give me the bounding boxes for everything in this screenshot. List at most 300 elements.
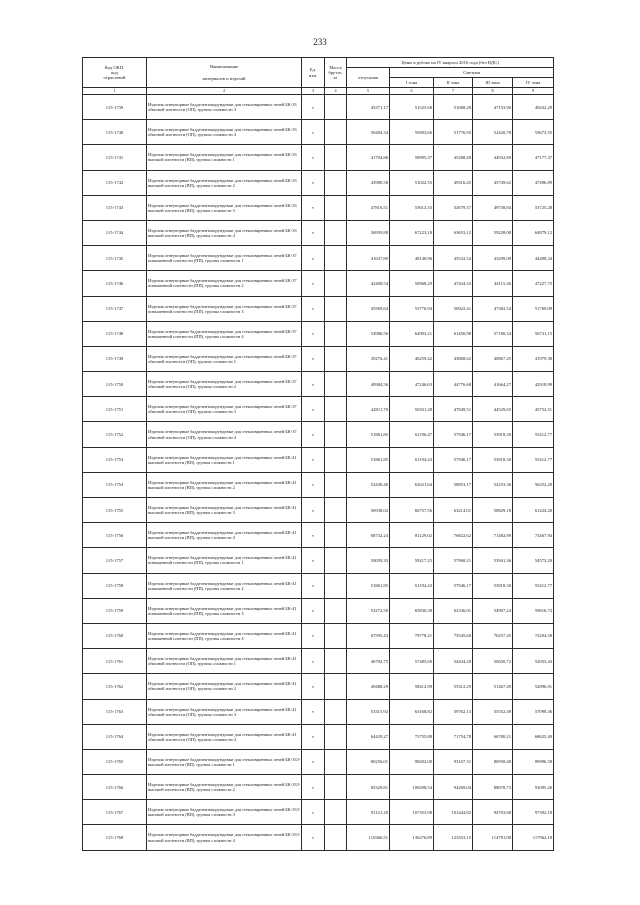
row-code: 115-1754 [83, 472, 147, 497]
row-price-zone-1: 64903,21 [390, 321, 434, 346]
row-price-zone-1: 61194,43 [390, 447, 434, 472]
row-unit: т [302, 825, 325, 850]
row-price-zone-2: 59762,13 [434, 699, 473, 724]
row-unit: т [302, 749, 325, 774]
row-unit: т [302, 397, 325, 422]
row-price-release: 50059,33 [347, 548, 390, 573]
row-price-zone-2: 51776,95 [434, 120, 473, 145]
row-mass [325, 598, 347, 623]
row-unit: т [302, 724, 325, 749]
column-number: 4 [325, 88, 347, 95]
column-number-row [83, 88, 554, 95]
row-price-zone-3: 54907,24 [473, 598, 513, 623]
row-price-zone-3: 53918,30 [473, 422, 513, 447]
row-price-zone-2: 61456,98 [434, 321, 473, 346]
row-mass [325, 573, 347, 598]
row-price-release: 51861,85 [347, 447, 390, 472]
header-name-line1: Наименование [209, 64, 239, 70]
table-row [83, 825, 554, 850]
row-price-zone-3: 47382,54 [473, 296, 513, 321]
price-table [82, 57, 554, 851]
row-price-zone-3: 52420,78 [473, 120, 513, 145]
row-price-zone-2: 101444,82 [434, 800, 473, 825]
row-unit: т [302, 372, 325, 397]
row-price-zone-1: 59217,25 [390, 548, 434, 573]
row-code: 115-1748 [83, 321, 147, 346]
row-price-zone-1: 62621,64 [390, 472, 434, 497]
row-code: 115-1746 [83, 271, 147, 296]
row-mass [325, 296, 347, 321]
row-price-release: 39276,41 [347, 346, 390, 371]
row-unit: т [302, 598, 325, 623]
row-mass [325, 472, 347, 497]
header-unit-line2: изм. [308, 72, 318, 78]
row-price-release: 53315,92 [347, 699, 390, 724]
row-mass [325, 170, 347, 195]
row-price-zone-4: 56252,28 [513, 472, 554, 497]
row-price-zone-4: 47496,89 [513, 170, 554, 195]
row-price-release: 41794,86 [347, 145, 390, 170]
row-price-zone-3: 70257,45 [473, 623, 513, 648]
row-unit: т [302, 246, 325, 271]
row-mass [325, 825, 347, 850]
page-number: 233 [313, 37, 327, 47]
row-name: Изделия огнеупорные бадделеитокорундовые для стекловаренных печей БК-41 высокой плотности (ВП), группы сложности 2 [147, 472, 302, 497]
row-price-zone-2: 49316,45 [434, 170, 473, 195]
row-code: 115-1744 [83, 220, 147, 245]
row-unit: т [302, 649, 325, 674]
row-price-release: 42811,70 [347, 397, 390, 422]
row-name: Изделия огнеупорные бадделеитокорундовые для стекловаренных печей БК-41 высокой плотности (ВП), группы сложности 3 [147, 498, 302, 523]
row-price-zone-4: 72204,58 [513, 623, 554, 648]
table-row [83, 397, 554, 422]
row-unit: т [302, 120, 325, 145]
row-price-zone-1: 58995,37 [390, 145, 434, 170]
table-row [83, 372, 554, 397]
row-price-zone-2: 52679,37 [434, 195, 473, 220]
row-price-zone-4: 42918,99 [513, 372, 554, 397]
row-price-zone-4: 56731,15 [513, 321, 554, 346]
column-number: 5 [347, 88, 390, 95]
row-name: Изделия огнеупорные бадделеитокорундовые для стекловаренных печей БК-41 повышенной плотности (ПП), группы сложности 2 [147, 573, 302, 598]
header-code-line2: код [111, 69, 118, 75]
row-price-zone-3: 53918,30 [473, 573, 513, 598]
row-price-zone-3: 71482,89 [473, 523, 513, 548]
row-name: Изделия огнеупорные бадделеитокорундовые для стекловаренных печей БК-41 обычной плотности (ОП), группы сложности 4 [147, 724, 302, 749]
row-price-zone-3: 66780,21 [473, 724, 513, 749]
row-mass [325, 271, 347, 296]
row-mass [325, 523, 347, 548]
row-price-zone-2: 51688,28 [434, 95, 473, 120]
row-price-zone-3: 53941,36 [473, 548, 513, 573]
table-row [83, 598, 554, 623]
row-price-zone-2: 50922,41 [434, 296, 473, 321]
row-code: 115-1749 [83, 346, 147, 371]
row-price-zone-4: 47177,37 [513, 145, 554, 170]
row-price-zone-2: 57946,17 [434, 573, 473, 598]
row-name: Изделия огнеупорные бадделеитокорундовые для стекловаренных печей БК-41 высокой плотности (ВП), группы сложности 4 [147, 523, 302, 548]
row-price-release: 56959,88 [347, 220, 390, 245]
row-price-zone-3: 57180,34 [473, 321, 513, 346]
row-price-zone-1: 81129,02 [390, 523, 434, 548]
row-unit: т [302, 95, 325, 120]
row-price-zone-3: 59228,08 [473, 220, 513, 245]
row-price-zone-4: 68625,49 [513, 724, 554, 749]
row-price-zone-2: 57946,17 [434, 422, 473, 447]
row-price-zone-3: 114781,08 [473, 825, 513, 850]
row-price-zone-2: 63214,01 [434, 498, 473, 523]
row-price-zone-3: 44932,89 [473, 145, 513, 170]
row-code: 115-1743 [83, 195, 147, 220]
row-price-zone-2: 44776,68 [434, 372, 473, 397]
row-price-zone-4: 41979,38 [513, 346, 554, 371]
row-code: 115-1758 [83, 573, 147, 598]
header-zone-1: I зона [390, 78, 434, 88]
row-price-zone-1: 130276,89 [390, 825, 434, 850]
row-name: Изделия огнеупорные бадделеитокорундовые для стекловаренных печей БК-41 повышенной плотности (ПП), группы сложности 3 [147, 598, 302, 623]
row-name: Изделия огнеупорные бадделеитокорундовые для стекловаренных печей БК-37 обычной плотности (ОП), группы сложности 3 [147, 397, 302, 422]
row-price-zone-1: 107353,98 [390, 800, 434, 825]
table-body [83, 95, 554, 851]
row-unit: т [302, 447, 325, 472]
row-mass [325, 95, 347, 120]
row-price-zone-4: 55412,77 [513, 573, 554, 598]
row-unit: т [302, 271, 325, 296]
table-row [83, 724, 554, 749]
row-price-zone-3: 44115,46 [473, 271, 513, 296]
row-name: Изделия огнеупорные бадделеитокорундовые для стекловаренных печей БК-37 обычной плотности (ОП), группы сложности 1 [147, 346, 302, 371]
row-price-zone-4: 55412,77 [513, 447, 554, 472]
header-mass [325, 58, 347, 88]
row-unit: т [302, 220, 325, 245]
row-price-release: 41637,89 [347, 246, 390, 271]
row-price-zone-1: 48140,96 [390, 246, 434, 271]
table-row [83, 573, 554, 598]
row-price-zone-4: 55412,77 [513, 422, 554, 447]
table-row [83, 95, 554, 120]
table-row [83, 195, 554, 220]
header-unit-line1: Ед. [309, 67, 317, 73]
row-price-zone-3: 58829,18 [473, 498, 513, 523]
row-price-zone-1: 55613,33 [390, 195, 434, 220]
row-code: 115-1764 [83, 724, 147, 749]
row-name: Изделия огнеупорные бадделеитокорундовые для стекловаренных печей БК-33 обычной плотности (ОП), группы сложности 3 [147, 95, 302, 120]
table-row [83, 346, 554, 371]
row-code: 115-1740 [83, 120, 147, 145]
row-price-zone-1: 51022,55 [390, 170, 434, 195]
row-mass [325, 195, 347, 220]
row-price-zone-3: 49738,84 [473, 195, 513, 220]
row-price-zone-4: 44498,34 [513, 246, 554, 271]
table-row [83, 321, 554, 346]
row-mass [325, 749, 347, 774]
row-name: Изделия огнеупорные бадделеитокорундовые для стекловаренных печей БК-41 высокой плотности (ВП), группы сложности 1 [147, 447, 302, 472]
row-price-zone-3: 40867,25 [473, 346, 513, 371]
row-mass [325, 623, 347, 648]
row-price-zone-3: 88678,73 [473, 775, 513, 800]
row-unit: т [302, 623, 325, 648]
row-price-zone-1: 46259,42 [390, 346, 434, 371]
row-mass [325, 649, 347, 674]
row-price-release: 68732,24 [347, 523, 390, 548]
row-name: Изделия огнеупорные бадделеитокорундовые для стекловаренных печей БК-37 повышенной плотности (ПП), группы сложности 3 [147, 296, 302, 321]
table-row [83, 271, 554, 296]
row-price-zone-2: 71754,78 [434, 724, 473, 749]
row-name: Изделия огнеупорные бадделеитокорундовые для стекловаренных печей БК-41 обычной плотности (ОП), группы сложности 3 [147, 699, 302, 724]
row-price-release: 110366,51 [347, 825, 390, 850]
row-name: Изделия огнеупорные бадделеитокорундовые для стекловаренных печей БК-37 обычной плотности (ОП), группы сложности 4 [147, 422, 302, 447]
header-mass-line3: кг [333, 75, 338, 81]
row-code: 115-1751 [83, 397, 147, 422]
row-price-zone-4: 51769,09 [513, 296, 554, 321]
row-price-release: 51861,85 [347, 573, 390, 598]
row-price-zone-2: 47849,51 [434, 397, 473, 422]
row-price-release: 80256,01 [347, 749, 390, 774]
row-price-release: 64429,27 [347, 724, 390, 749]
row-price-zone-4: 91095,26 [513, 775, 554, 800]
row-code: 115-1757 [83, 548, 147, 573]
row-price-zone-1: 63168,82 [390, 699, 434, 724]
row-name: Изделия огнеупорные бадделеитокорундовые для стекловаренных печей БК-33 высокой плотности (ВП), группы сложности 4 [147, 220, 302, 245]
row-price-zone-4: 47227,75 [513, 271, 554, 296]
row-price-release: 52430,40 [347, 472, 390, 497]
row-price-zone-2: 58853,17 [434, 472, 473, 497]
table-row [83, 699, 554, 724]
row-mass [325, 775, 347, 800]
header-price-title: Цены в рублях на IV квартал 2016 года (без НДС) [347, 58, 554, 68]
row-name: Изделия огнеупорные бадделеитокорундовые для стекловаренных печей БК-41 обычной плотности (ОП), группы сложности 2 [147, 674, 302, 699]
row-code: 115-1763 [83, 699, 147, 724]
table-row [83, 220, 554, 245]
row-price-zone-1: 98202,00 [390, 749, 434, 774]
row-price-zone-1: 47246,63 [390, 372, 434, 397]
header-unit [302, 58, 325, 88]
row-unit: т [302, 775, 325, 800]
row-price-zone-4: 49432,29 [513, 95, 554, 120]
row-price-zone-1: 65830,38 [390, 598, 434, 623]
row-unit: т [302, 422, 325, 447]
column-number: 7 [434, 88, 473, 95]
row-price-zone-1: 50968,29 [390, 271, 434, 296]
row-code: 115-1741 [83, 145, 147, 170]
row-price-zone-4: 54573,20 [513, 548, 554, 573]
row-mass [325, 397, 347, 422]
row-unit: т [302, 699, 325, 724]
header-zone-2: II зона [434, 78, 473, 88]
row-unit: т [302, 800, 325, 825]
row-price-release: 46792,75 [347, 649, 390, 674]
header-col-estimate: Сметная [390, 68, 554, 78]
row-code: 115-1768 [83, 825, 147, 850]
header-name [147, 58, 302, 88]
row-price-release: 85329,81 [347, 775, 390, 800]
row-unit: т [302, 346, 325, 371]
row-name: Изделия огнеупорные бадделеитокорундовые для стекловаренных печей БК-37 повышенной плотности (ПП), группы сложности 1 [147, 246, 302, 271]
row-code: 115-1755 [83, 498, 147, 523]
row-price-release: 43980,58 [347, 170, 390, 195]
table-row [83, 749, 554, 774]
table-row [83, 498, 554, 523]
column-number: 8 [473, 88, 513, 95]
row-mass [325, 548, 347, 573]
row-name: Изделия огнеупорные бадделеитокорундовые для стекловаренных печей БК-33 высокой плотности (ВП), группы сложности 1 [147, 145, 302, 170]
row-price-zone-1: 53776,94 [390, 296, 434, 321]
row-mass [325, 699, 347, 724]
row-price-zone-3: 50650,72 [473, 649, 513, 674]
row-price-release: 56938,02 [347, 498, 390, 523]
row-unit: т [302, 573, 325, 598]
row-price-release: 45371,17 [347, 95, 390, 120]
row-price-zone-1: 59493,66 [390, 120, 434, 145]
row-name: Изделия огнеупорные бадделеитокорундовые для стекловаренных печей БК-33 обычной плотности (ОП), группы сложности 4 [147, 120, 302, 145]
row-price-zone-1: 100298,54 [390, 775, 434, 800]
table-row [83, 246, 554, 271]
row-price-zone-3: 44529,65 [473, 397, 513, 422]
row-price-zone-4: 52053,43 [513, 649, 554, 674]
row-price-release: 91121,20 [347, 800, 390, 825]
header-zone-3: III зона [473, 78, 513, 88]
row-price-release: 50484,34 [347, 120, 390, 145]
row-name: Изделия огнеупорные бадделеитокорундовые для стекловаренных печей БК-41 повышенной плотности (ПП), группы сложности 1 [147, 548, 302, 573]
row-price-release: 53272,50 [347, 598, 390, 623]
row-price-zone-3: 53918,30 [473, 447, 513, 472]
table-row [83, 523, 554, 548]
row-name: Изделия огнеупорные бадделеитокорундовые для стекловаренных печей БК-33 высокой плотности (ВП), группы сложности 3 [147, 195, 302, 220]
row-code: 115-1745 [83, 246, 147, 271]
row-mass [325, 800, 347, 825]
column-number: 3 [302, 88, 325, 95]
row-code: 115-1756 [83, 523, 147, 548]
header-code-line3: отраслевой [103, 75, 126, 81]
table-row [83, 800, 554, 825]
row-mass [325, 724, 347, 749]
row-price-release: 54986,56 [347, 321, 390, 346]
row-code: 115-1739 [83, 95, 147, 120]
column-number: 1 [83, 88, 147, 95]
row-unit: т [302, 170, 325, 195]
row-unit: т [302, 523, 325, 548]
row-price-zone-3: 41664,27 [473, 372, 513, 397]
row-code: 115-1765 [83, 749, 147, 774]
row-price-zone-3: 47153,90 [473, 95, 513, 120]
row-mass [325, 220, 347, 245]
row-price-zone-1: 61196,47 [390, 422, 434, 447]
row-price-zone-3: 55552,49 [473, 699, 513, 724]
row-price-zone-3: 43299,09 [473, 246, 513, 271]
row-price-zone-2: 62336,01 [434, 598, 473, 623]
row-name: Изделия огнеупорные бадделеитокорундовые для стекловаренных печей БК-41 обычной плотности (ОП), группы сложности 1 [147, 649, 302, 674]
row-price-release: 67595,43 [347, 623, 390, 648]
row-price-zone-3: 51467,49 [473, 674, 513, 699]
row-code: 115-1742 [83, 170, 147, 195]
header-code-line1: Код ОКП, [104, 64, 125, 70]
column-number: 6 [390, 88, 434, 95]
row-mass [325, 447, 347, 472]
row-code: 115-1759 [83, 598, 147, 623]
row-code: 115-1767 [83, 800, 147, 825]
table-row [83, 472, 554, 497]
header-mass-line1: Масса [329, 64, 342, 70]
row-price-zone-2: 57946,17 [434, 447, 473, 472]
row-price-zone-1: 66757,56 [390, 498, 434, 523]
row-price-zone-3: 94703,68 [473, 800, 513, 825]
row-price-release: 40984,56 [347, 372, 390, 397]
row-price-release: 51861,85 [347, 422, 390, 447]
row-price-release: 47816,51 [347, 195, 390, 220]
row-name: Изделия огнеупорные бадделеитокорундовые для стекловаренных печей БК-33Э высокой плотности (ВП), группы сложности 2 [147, 775, 302, 800]
row-mass [325, 120, 347, 145]
row-unit: т [302, 296, 325, 321]
header-name-line2: материалов и изделий [202, 75, 246, 81]
table-row [83, 548, 554, 573]
row-price-zone-1: 51525,68 [390, 95, 434, 120]
row-price-zone-1: 67223,18 [390, 220, 434, 245]
table-row [83, 296, 554, 321]
row-price-zone-1: 58412,99 [390, 674, 434, 699]
row-name: Изделия огнеупорные бадделеитокорундовые для стекловаренных печей БК-37 обычной плотности (ОП), группы сложности 2 [147, 372, 302, 397]
row-name: Изделия огнеупорные бадделеитокорундовые для стекловаренных печей БК-33Э высокой плотности (ВП), группы сложности 3 [147, 800, 302, 825]
row-mass [325, 422, 347, 447]
table-row [83, 447, 554, 472]
row-price-zone-3: 54253,36 [473, 472, 513, 497]
row-price-zone-2: 45288,49 [434, 145, 473, 170]
row-mass [325, 321, 347, 346]
row-price-zone-4: 59616,72 [513, 598, 554, 623]
header-col-release: отпускная [347, 68, 390, 88]
row-name: Изделия огнеупорные бадделеитокорундовые для стекловаренных печей БК-41 повышенной плотности (ПП), группы сложности 4 [147, 623, 302, 648]
table-row [83, 649, 554, 674]
row-price-zone-2: 45532,54 [434, 246, 473, 271]
row-price-zone-2: 123353,15 [434, 825, 473, 850]
header-zone-4: IV зона [513, 78, 554, 88]
row-price-zone-4: 97392,18 [513, 800, 554, 825]
row-price-zone-2: 94269,04 [434, 775, 473, 800]
row-unit: т [302, 674, 325, 699]
row-price-zone-2: 76822,62 [434, 523, 473, 548]
row-code: 115-1750 [83, 372, 147, 397]
header-code [83, 58, 147, 88]
row-price-zone-2: 43868,62 [434, 346, 473, 371]
row-mass [325, 498, 347, 523]
table-row [83, 623, 554, 648]
table-row [83, 145, 554, 170]
row-price-zone-2: 75545,60 [434, 623, 473, 648]
row-unit: т [302, 498, 325, 523]
row-price-zone-4: 61424,20 [513, 498, 554, 523]
row-price-zone-2: 55312,29 [434, 674, 473, 699]
row-name: Изделия огнеупорные бадделеитокорундовые для стекловаренных печей БК-33Э высокой плотности (ВП), группы сложности 4 [147, 825, 302, 850]
row-price-zone-4: 89996,58 [513, 749, 554, 774]
header-mass-line2: брутто, [328, 69, 343, 75]
row-mass [325, 246, 347, 271]
row-price-zone-2: 54434,20 [434, 649, 473, 674]
row-code: 115-1762 [83, 674, 147, 699]
row-mass [325, 674, 347, 699]
row-price-zone-4: 57098,36 [513, 699, 554, 724]
row-price-zone-4: 73467,94 [513, 523, 554, 548]
row-price-zone-2: 63653,12 [434, 220, 473, 245]
row-name: Изделия огнеупорные бадделеитокорундовые для стекловаренных печей БК-37 повышенной плотности (ПП), группы сложности 2 [147, 271, 302, 296]
row-price-zone-4: 45752,51 [513, 397, 554, 422]
row-name: Изделия огнеупорные бадделеитокорундовые для стекловаренных печей БК-33Э высокой плотности (ВП), группы сложности 1 [147, 749, 302, 774]
row-price-zone-2: 93167,31 [434, 749, 473, 774]
row-unit: т [302, 321, 325, 346]
row-price-zone-1: 75755,88 [390, 724, 434, 749]
row-code: 115-1747 [83, 296, 147, 321]
row-unit: т [302, 145, 325, 170]
table-header [83, 58, 554, 95]
row-unit: т [302, 472, 325, 497]
